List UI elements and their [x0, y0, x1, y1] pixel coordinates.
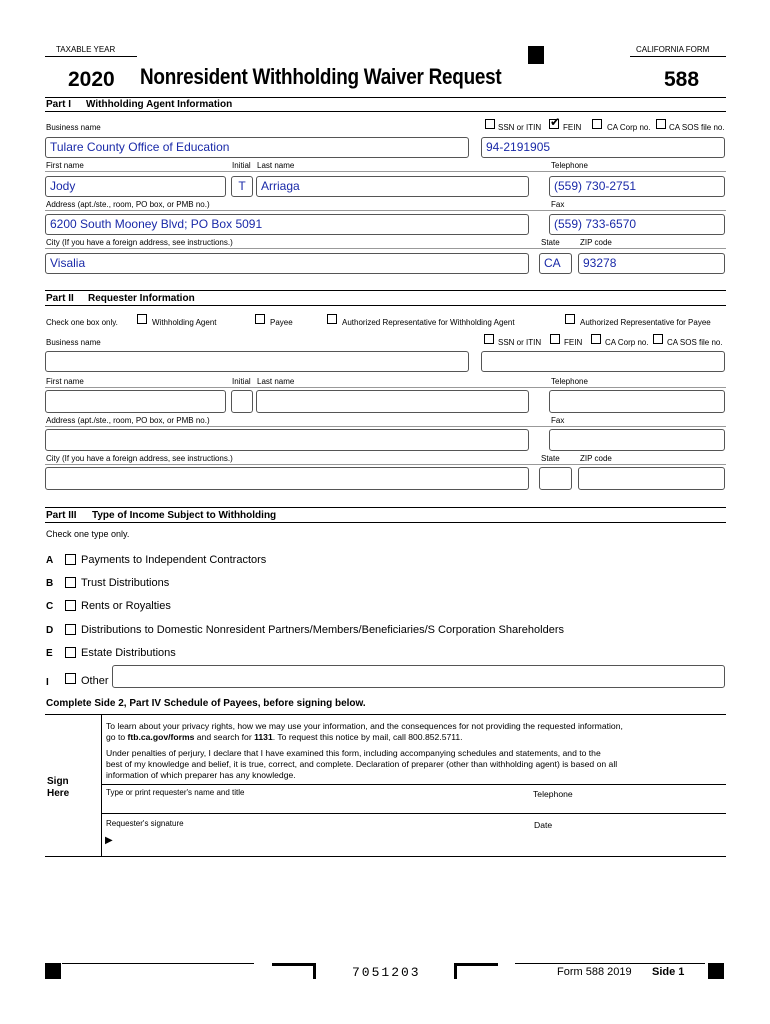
perjury-line-1: Under penalties of perjury, I declare that I have examined this form, including accompanying schedules and statements, and to the: [106, 748, 601, 758]
perjury-line-3: information of which preparer has any knowledge.: [106, 770, 296, 780]
p1-business-name-label: Business name: [46, 123, 101, 132]
p1-zip-label: ZIP code: [580, 238, 612, 247]
p1-first-name-label: First name: [46, 161, 84, 170]
p2-address-field[interactable]: [45, 429, 529, 451]
p2-state-field[interactable]: [539, 467, 572, 490]
p1-initial-field[interactable]: T: [231, 176, 253, 197]
p2-ca-sos-checkbox[interactable]: [653, 334, 663, 344]
footer-registration-mark-left: [45, 963, 61, 979]
p2-zip-label: ZIP code: [580, 454, 612, 463]
p1-first-name-field[interactable]: Jody: [45, 176, 226, 197]
p2-last-name-label: Last name: [257, 377, 295, 386]
p2-ca-corp-label: CA Corp no.: [605, 338, 649, 347]
p3-estate-label: Estate Distributions: [81, 647, 176, 659]
p2-ssn-checkbox[interactable]: [484, 334, 494, 344]
p2-ssn-label: SSN or ITIN: [498, 338, 542, 347]
p2-city-field[interactable]: [45, 467, 529, 490]
p3-estate-checkbox[interactable]: [65, 647, 76, 658]
p1-id-number-field[interactable]: 94-2191905: [481, 137, 725, 158]
p3-trust-checkbox[interactable]: [65, 577, 76, 588]
part2-label: Part II: [46, 293, 74, 304]
ftb-forms-link[interactable]: ftb.ca.gov/forms: [127, 732, 195, 742]
p3-distributions-label: Distributions to Domestic Nonresident Partners/Members/Beneficiaries/S Corporation Shareholders: [81, 624, 564, 636]
part2-title: Requester Information: [88, 293, 195, 304]
p2-fein-checkbox[interactable]: [550, 334, 560, 344]
p3-other-checkbox[interactable]: [65, 673, 76, 684]
requester-name-field[interactable]: [104, 798, 726, 812]
p1-address-field[interactable]: 6200 South Mooney Blvd; PO Box 5091: [45, 214, 529, 235]
p2-withholding-agent-checkbox[interactable]: [137, 314, 147, 324]
p2-initial-field[interactable]: [231, 390, 253, 413]
privacy-notice: [106, 721, 726, 743]
p3-letter-b: B: [46, 578, 54, 589]
p2-state-label: State: [541, 454, 560, 463]
p3-letter-a: A: [46, 555, 54, 566]
part3-label: Part III: [46, 510, 77, 521]
p2-zip-field[interactable]: [578, 467, 725, 490]
p2-fein-label: FEIN: [564, 338, 583, 347]
tax-year: 2020: [68, 68, 115, 91]
privacy-line-2: [106, 732, 726, 743]
p1-fein-checkbox[interactable]: [549, 119, 559, 129]
p2-payee-checkbox[interactable]: [255, 314, 265, 324]
p1-ca-corp-label: CA Corp no.: [607, 123, 651, 132]
footer-registration-mark-right: [708, 963, 724, 979]
p3-contractors-checkbox[interactable]: [65, 554, 76, 565]
p1-zip-field[interactable]: 93278: [578, 253, 725, 274]
p2-telephone-label: Telephone: [551, 377, 588, 386]
p2-auth-rep-agent-label: Authorized Representative for Withholding Agent: [342, 318, 515, 327]
p2-telephone-field[interactable]: [549, 390, 725, 413]
signature-field[interactable]: [118, 830, 726, 850]
sign-label: Sign: [47, 776, 69, 787]
p1-ssn-label: SSN or ITIN: [498, 123, 542, 132]
p1-telephone-field[interactable]: (559) 730-2751: [549, 176, 725, 197]
registration-mark: [528, 46, 544, 64]
p3-check-one-label: Check one type only.: [46, 529, 130, 539]
p2-payee-label: Payee: [270, 318, 293, 327]
p1-ssn-checkbox[interactable]: [485, 119, 495, 129]
p3-rents-checkbox[interactable]: [65, 600, 76, 611]
p2-withholding-agent-label: Withholding Agent: [152, 318, 217, 327]
p1-address-label: Address (apt./ste., room, PO box, or PMB no.): [46, 200, 210, 209]
p1-fax-label: Fax: [551, 200, 565, 209]
p3-letter-c: C: [46, 601, 54, 612]
privacy-search: and search for: [194, 732, 255, 742]
footer-corner-mark-right: [454, 963, 498, 979]
p1-initial-label: Initial: [232, 161, 251, 170]
p3-rents-label: Rents or Royalties: [81, 600, 171, 612]
p1-ca-sos-label: CA SOS file no.: [669, 123, 725, 132]
p3-trust-label: Trust Distributions: [81, 577, 170, 589]
p2-ca-sos-label: CA SOS file no.: [667, 338, 723, 347]
perjury-line-2: best of my knowledge and belief, it is true, correct, and complete. Declaration of preparer (other than withholding agent) is based on all: [106, 759, 618, 769]
sign-here-label: [47, 776, 69, 800]
p2-auth-rep-agent-checkbox[interactable]: [327, 314, 337, 324]
here-label: Here: [47, 788, 70, 799]
p3-other-field[interactable]: [112, 665, 725, 688]
footer-form-label: Form 588 2019: [557, 966, 632, 978]
california-form-label: CALIFORNIA FORM: [636, 45, 710, 54]
part3-title: Type of Income Subject to Withholding: [92, 510, 277, 521]
requester-signature-label: Requester's signature: [106, 819, 184, 828]
signature-arrow-icon: ▶: [105, 835, 113, 846]
privacy-line-1: To learn about your privacy rights, how we may use your information, and the consequences for not providing the requested information,: [106, 721, 623, 731]
p2-fax-label: Fax: [551, 416, 565, 425]
p2-address-label: Address (apt./ste., room, PO box, or PMB no.): [46, 416, 210, 425]
footer-form-code: 7051203: [352, 965, 421, 980]
complete-side2-note: Complete Side 2, Part IV Schedule of Payees, before signing below.: [46, 698, 366, 709]
p2-auth-rep-payee-checkbox[interactable]: [565, 314, 575, 324]
p2-check-one-label: Check one box only.: [46, 318, 118, 327]
p2-auth-rep-payee-label: Authorized Representative for Payee: [580, 318, 711, 327]
perjury-declaration: [106, 748, 726, 781]
p2-city-label: City (If you have a foreign address, see instructions.): [46, 454, 233, 463]
p1-state-field[interactable]: CA: [539, 253, 572, 274]
sign-telephone-label: Telephone: [533, 789, 573, 799]
p1-city-label: City (If you have a foreign address, see instructions.): [46, 238, 233, 247]
p1-ca-sos-checkbox[interactable]: [656, 119, 666, 129]
p1-state-label: State: [541, 238, 560, 247]
part1-title: Withholding Agent Information: [86, 99, 233, 110]
form-number: 588: [664, 68, 700, 91]
requester-name-title-label: Type or print requester's name and title: [106, 788, 245, 797]
privacy-mail: . To request this notice by mail, call 800.852.5711.: [272, 732, 463, 742]
p3-letter-d: D: [46, 625, 54, 636]
footer-corner-mark-left: [272, 963, 316, 979]
privacy-form-number: 1131: [254, 732, 273, 742]
p1-last-name-label: Last name: [257, 161, 295, 170]
p2-business-name-label: Business name: [46, 338, 101, 347]
part1-label: Part I: [46, 99, 72, 110]
p2-fax-field[interactable]: [549, 429, 725, 451]
p1-last-name-field[interactable]: Arriaga: [256, 176, 529, 197]
p1-city-field[interactable]: Visalia: [45, 253, 529, 274]
p2-business-name-field[interactable]: [45, 351, 469, 372]
taxable-year-label: TAXABLE YEAR: [56, 45, 116, 54]
footer-side-label: Side 1: [652, 966, 685, 978]
p1-business-name-field[interactable]: Tulare County Office of Education: [45, 137, 469, 158]
p3-letter-i: I: [46, 677, 49, 688]
p1-ca-corp-checkbox[interactable]: [592, 119, 602, 129]
p2-initial-label: Initial: [232, 377, 251, 386]
p3-contractors-label: Payments to Independent Contractors: [81, 554, 267, 566]
p3-other-label: Other: [81, 675, 109, 687]
p3-distributions-checkbox[interactable]: [65, 624, 76, 635]
privacy-goto: go to: [106, 732, 128, 742]
p1-fax-field[interactable]: (559) 733-6570: [549, 214, 725, 235]
p2-last-name-field[interactable]: [256, 390, 529, 413]
p3-letter-e: E: [46, 648, 53, 659]
p2-ca-corp-checkbox[interactable]: [591, 334, 601, 344]
p2-first-name-label: First name: [46, 377, 84, 386]
p1-fein-label: FEIN: [563, 123, 582, 132]
p2-first-name-field[interactable]: [45, 390, 226, 413]
p2-id-number-field[interactable]: [481, 351, 725, 372]
p1-telephone-label: Telephone: [551, 161, 588, 170]
page-title: Nonresident Withholding Waiver Request: [140, 64, 502, 89]
sign-date-label: Date: [534, 820, 553, 830]
